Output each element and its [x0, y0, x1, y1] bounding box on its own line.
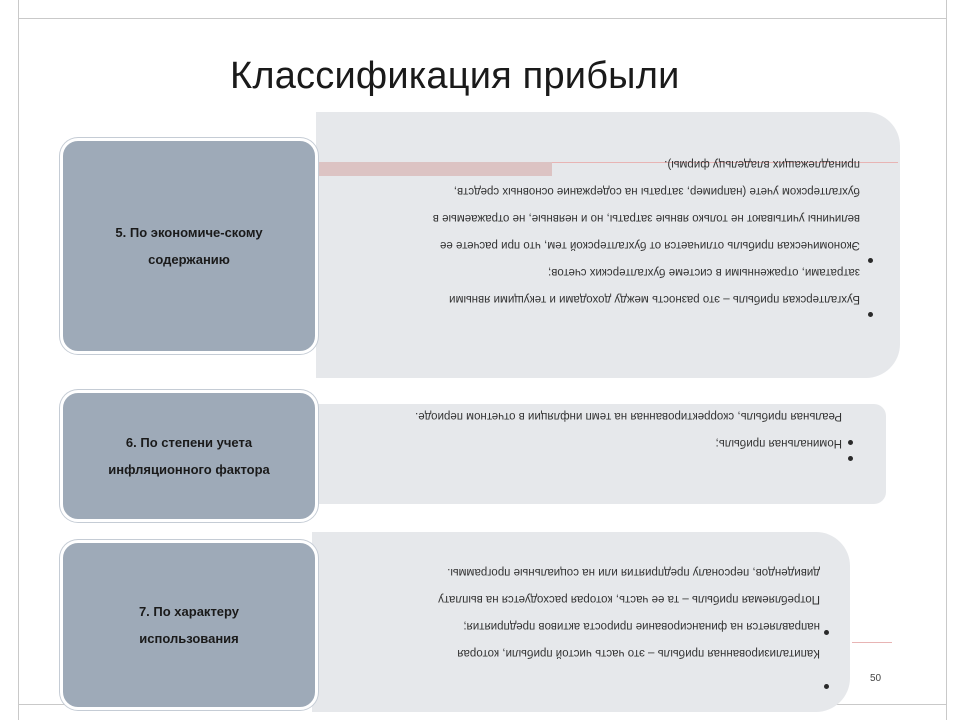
- label-line: использования: [139, 631, 239, 646]
- bullet-line: Номинальная прибыль;: [715, 437, 842, 449]
- frame-top-line: [18, 18, 947, 19]
- label-line: 6. По степени учета: [125, 434, 253, 450]
- bullet-line: принадлежащих владельцу фирмы).: [664, 158, 860, 170]
- frame-right-line: [946, 0, 947, 720]
- bullet-line: дивидендов, персоналу предприятия или на социальные программы.: [447, 566, 820, 578]
- bullet-dot: [824, 630, 829, 635]
- bullet-line: Потребляемая прибыль – та ее часть, которая расходуется на выплату: [438, 593, 820, 605]
- bullet-line: Реальная прибыль, скорректированная на темп инфляции в отчетном периоде.: [415, 410, 842, 422]
- bullet-dot: [848, 440, 853, 445]
- frame-left-line: [18, 0, 19, 720]
- slide-number: 50: [870, 673, 882, 684]
- label-usage: [60, 540, 318, 710]
- bullet-text-flipped: [360, 258, 860, 312]
- bullet-dot: [824, 684, 829, 689]
- bullet-dot: [848, 456, 853, 461]
- accent-line: [852, 642, 892, 643]
- label-line: содержанию: [148, 252, 230, 267]
- label-line: 7. По характеру: [138, 603, 240, 619]
- label-line: инфляционного фактора: [108, 462, 270, 477]
- bullet-text-flipped: [340, 150, 860, 258]
- label-inflation-factor: [60, 390, 318, 522]
- bullet-line: величины учитывают не только явные затраты, но и неявные, не отражаемые в: [432, 212, 860, 224]
- bullet-dot: [868, 258, 873, 263]
- bullet-line: затратами, отраженными в системе бухгалтерских счетов;: [548, 266, 860, 278]
- bullet-line: бухгалтерском учете (например, затраты на содержание основных средств,: [453, 185, 860, 197]
- bullet-text-flipped: [332, 402, 842, 456]
- bullet-line: Бухгалтерская прибыль – это разность между доходами и текущими явными: [449, 293, 860, 305]
- bullet-line: направляется на финансирование прироста активов предприятия;: [463, 620, 820, 632]
- label-economic-content: [60, 138, 318, 354]
- label-line: 5. По экономиче-скому: [115, 224, 263, 240]
- bullet-line: Капитализированная прибыль – это часть чистой прибыли, которая: [457, 647, 820, 659]
- slide-title: Классификация прибыли: [230, 55, 680, 97]
- bullet-dot: [868, 312, 873, 317]
- bullet-line: Экономическая прибыль отличается от бухгалтерской тем, что при расчете ее: [439, 239, 860, 251]
- bullet-text-flipped: [370, 558, 820, 666]
